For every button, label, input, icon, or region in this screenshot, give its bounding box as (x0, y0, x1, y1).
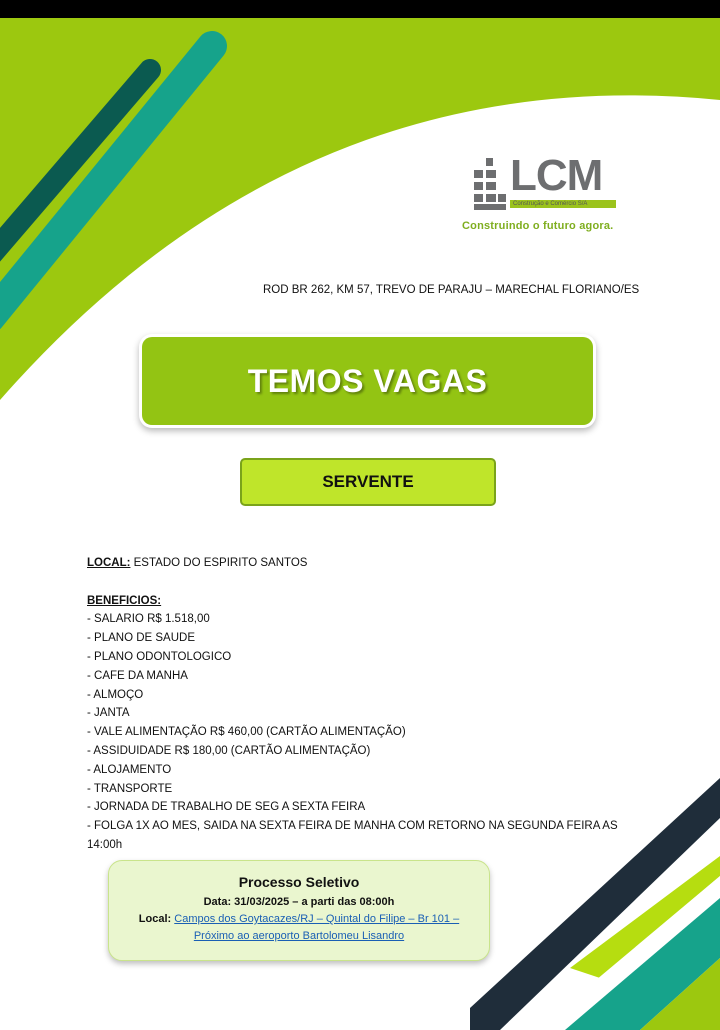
local-label: LOCAL: (87, 557, 131, 569)
list-item: - PLANO ODONTOLOGICO (87, 650, 232, 663)
list-item: - ALOJAMENTO (87, 763, 172, 776)
company-address: ROD BR 262, KM 57, TREVO DE PARAJU – MARECHAL FLORIANO/ES (263, 284, 640, 296)
selection-local-line-2 (109, 928, 489, 945)
list-item: - FOLGA 1X AO MES, SAIDA NA SEXTA FEIRA DE MANHA COM RETORNO NA SEGUNDA FEIRA AS 14:00h (87, 820, 618, 851)
list-item: - CAFE DA MANHA (87, 669, 188, 682)
list-item: - JANTA (87, 707, 130, 720)
brick-logo-icon (470, 158, 510, 212)
flyer-page (0, 18, 720, 1030)
benefits-list (87, 610, 627, 854)
logo-subtitle: Construção e Comércio S/A (510, 200, 616, 208)
logo-wordmark: LCM (510, 151, 603, 200)
list-item: - ALMOÇO (87, 688, 144, 701)
local-value: ESTADO DO ESPIRITO SANTOS (133, 557, 308, 569)
list-item: - VALE ALIMENTAÇÃO R$ 460,00 (CARTÃO ALIMENTAÇÃO) (87, 726, 406, 739)
slogan: Construindo o futuro agora. (462, 220, 614, 232)
selection-location-link-2[interactable]: Próximo ao aeroporto Bartolomeu Lisandro (193, 930, 405, 942)
job-role-box (240, 458, 496, 506)
selection-local-label: Local: (138, 913, 172, 925)
local-line (87, 554, 627, 573)
banner-title: TEMOS VAGAS (247, 362, 488, 399)
selection-process-box (108, 860, 490, 961)
selection-location-link[interactable]: Campos dos Goytacazes/RJ – Quintal do Filipe – Br 101 – (174, 913, 460, 925)
list-item: - TRANSPORTE (87, 782, 173, 795)
list-item: - SALARIO R$ 1.518,00 (87, 613, 210, 626)
hiring-banner (142, 337, 593, 425)
selection-date: Data: 31/03/2025 – a parti das 08:00h (203, 896, 395, 908)
list-item: - ASSIDUIDADE R$ 180,00 (CARTÃO ALIMENTAÇÃO) (87, 744, 371, 757)
benefits-label: BENEFICIOS: (87, 594, 162, 607)
selection-local-line (109, 911, 489, 928)
selection-title: Processo Seletivo (238, 874, 360, 890)
list-item: - PLANO DE SAUDE (87, 632, 195, 645)
job-role-title: SERVENTE (322, 472, 414, 491)
list-item: - JORNADA DE TRABALHO DE SEG A SEXTA FEIRA (87, 801, 366, 814)
job-info (87, 554, 627, 855)
